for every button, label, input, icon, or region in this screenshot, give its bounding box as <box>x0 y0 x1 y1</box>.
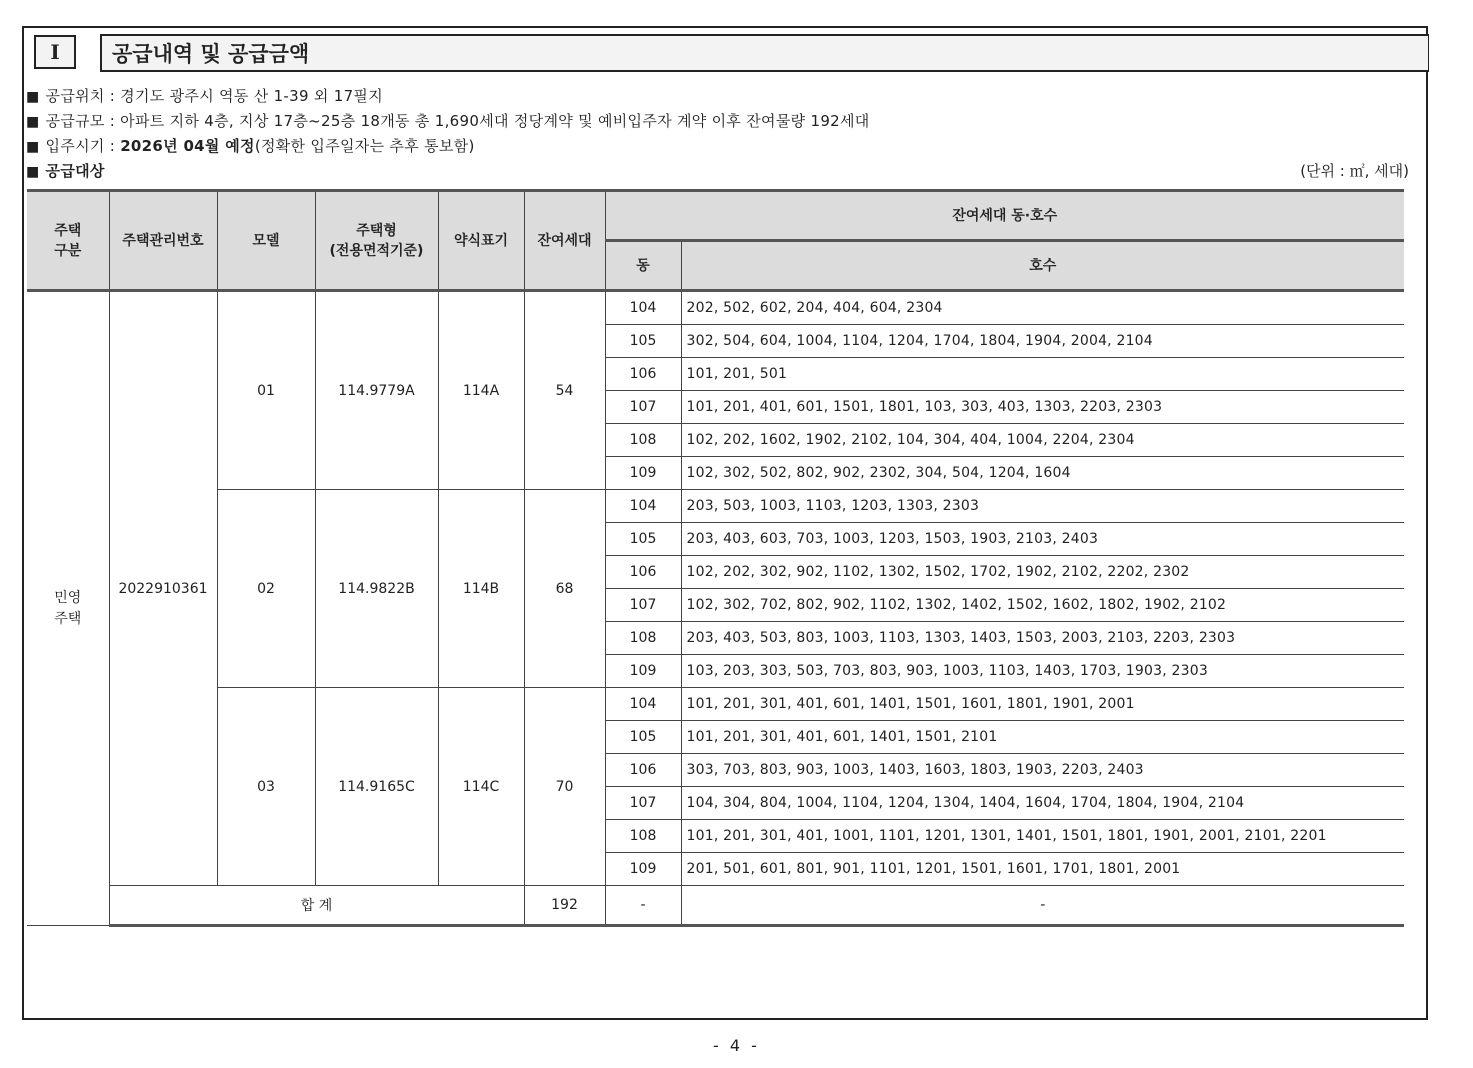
header-type: 주택 구분 <box>27 191 109 291</box>
housing-category-line2: 주택 <box>54 610 82 627</box>
abbr-cell: 114A <box>438 291 524 490</box>
dong-cell: 108 <box>605 424 681 457</box>
model-cell: 01 <box>217 291 315 490</box>
section-title <box>100 34 1429 72</box>
total-remaining: 192 <box>524 886 605 926</box>
supply-table <box>27 189 1404 927</box>
header-units-group: 잔여세대 동·호수 <box>605 191 1404 241</box>
dong-cell: 109 <box>605 853 681 886</box>
hosu-cell: 303, 703, 803, 903, 1003, 1403, 1603, 1803, 1903, 2203, 2403 <box>681 754 1404 787</box>
header-mgmt-no: 주택관리번호 <box>109 191 217 291</box>
abbr-cell: 114B <box>438 490 524 688</box>
total-hosu: - <box>681 886 1404 926</box>
table-row <box>27 688 1404 721</box>
hosu-cell: 101, 201, 501 <box>681 358 1404 391</box>
dong-cell: 106 <box>605 754 681 787</box>
dong-cell: 108 <box>605 820 681 853</box>
info-target <box>26 161 105 182</box>
dong-cell: 104 <box>605 490 681 523</box>
table-row <box>27 291 1404 325</box>
model-cell: 03 <box>217 688 315 886</box>
hosu-cell: 203, 403, 503, 803, 1003, 1103, 1303, 1403, 1503, 2003, 2103, 2203, 2303 <box>681 622 1404 655</box>
total-label: 합 계 <box>109 886 524 926</box>
total-dong: - <box>605 886 681 926</box>
dong-cell: 107 <box>605 391 681 424</box>
header-abbr: 약식표기 <box>438 191 524 291</box>
hosu-cell: 101, 201, 301, 401, 601, 1401, 1501, 2101 <box>681 721 1404 754</box>
hosu-cell: 203, 503, 1003, 1103, 1203, 1303, 2303 <box>681 490 1404 523</box>
section-title-text: 공급내역 및 공급금액 <box>112 42 310 66</box>
header-remaining: 잔여세대 <box>524 191 605 291</box>
remaining-cell: 68 <box>524 490 605 688</box>
housing-category-line1: 민영 <box>54 589 82 606</box>
housing-type-cell: 114.9822B <box>315 490 438 688</box>
move-in-date: 2026년 04월 예정 <box>120 137 255 155</box>
housing-type-cell: 114.9165C <box>315 688 438 886</box>
hosu-cell: 202, 502, 602, 204, 404, 604, 2304 <box>681 291 1404 325</box>
info-move-in <box>26 136 475 157</box>
dong-cell: 105 <box>605 523 681 556</box>
mgmt-number-cell: 2022910361 <box>109 291 217 886</box>
dong-cell: 107 <box>605 589 681 622</box>
target-heading: 공급대상 <box>45 162 105 180</box>
header-hosu: 호수 <box>681 241 1404 291</box>
remaining-cell: 70 <box>524 688 605 886</box>
bullet-icon: ■ <box>26 139 40 155</box>
remaining-cell: 54 <box>524 291 605 490</box>
bullet-icon: ■ <box>26 89 40 105</box>
hosu-cell: 101, 201, 301, 401, 1001, 1101, 1201, 1301, 1401, 1501, 1801, 1901, 2001, 2101, 2201 <box>681 820 1404 853</box>
dong-cell: 105 <box>605 721 681 754</box>
dong-cell: 109 <box>605 457 681 490</box>
dong-cell: 105 <box>605 325 681 358</box>
table-row <box>27 490 1404 523</box>
hosu-cell: 101, 201, 401, 601, 1501, 1801, 103, 303, 403, 1303, 2203, 2303 <box>681 391 1404 424</box>
hosu-cell: 302, 504, 604, 1004, 1104, 1204, 1704, 1804, 1904, 2004, 2104 <box>681 325 1404 358</box>
dong-cell: 106 <box>605 556 681 589</box>
dong-cell: 108 <box>605 622 681 655</box>
dong-cell: 104 <box>605 291 681 325</box>
hosu-cell: 102, 302, 702, 802, 902, 1102, 1302, 1402, 1502, 1602, 1802, 1902, 2102 <box>681 589 1404 622</box>
total-row <box>27 886 1404 926</box>
info-location <box>26 86 383 107</box>
header-dong: 동 <box>605 241 681 291</box>
bullet-icon: ■ <box>26 164 40 180</box>
hosu-cell: 102, 302, 502, 802, 902, 2302, 304, 504, 1204, 1604 <box>681 457 1404 490</box>
hosu-cell: 203, 403, 603, 703, 1003, 1203, 1503, 1903, 2103, 2403 <box>681 523 1404 556</box>
hosu-cell: 201, 501, 601, 801, 901, 1101, 1201, 1501, 1601, 1701, 1801, 2001 <box>681 853 1404 886</box>
hosu-cell: 104, 304, 804, 1004, 1104, 1204, 1304, 1404, 1604, 1704, 1804, 1904, 2104 <box>681 787 1404 820</box>
housing-category <box>27 291 109 926</box>
hosu-cell: 101, 201, 301, 401, 601, 1401, 1501, 1601, 1801, 1901, 2001 <box>681 688 1404 721</box>
hosu-cell: 102, 202, 1602, 1902, 2102, 104, 304, 404, 1004, 2204, 2304 <box>681 424 1404 457</box>
dong-cell: 107 <box>605 787 681 820</box>
unit-note: (단위 : ㎡, 세대) <box>1300 162 1409 180</box>
hosu-cell: 102, 202, 302, 902, 1102, 1302, 1502, 1702, 1902, 2102, 2202, 2302 <box>681 556 1404 589</box>
dong-cell: 104 <box>605 688 681 721</box>
hosu-cell: 103, 203, 303, 503, 703, 803, 903, 1003, 1103, 1403, 1703, 1903, 2303 <box>681 655 1404 688</box>
info-scale <box>26 111 870 132</box>
move-in-note: (정확한 입주일자는 추후 통보함) <box>254 137 475 155</box>
scale-text: 공급규모 : 아파트 지하 4층, 지상 17층~25층 18개동 총 1,690세대 정당계약 및 예비입주자 계약 이후 잔여물량 192세대 <box>45 112 870 130</box>
bullet-icon: ■ <box>26 114 40 130</box>
move-in-prefix: 입주시기 : <box>45 137 121 155</box>
dong-cell: 109 <box>605 655 681 688</box>
section-number: I <box>34 35 76 69</box>
housing-type-cell: 114.9779A <box>315 291 438 490</box>
location-text: 공급위치 : 경기도 광주시 역동 산 1-39 외 17필지 <box>45 87 384 105</box>
model-cell: 02 <box>217 490 315 688</box>
header-housing-type: 주택형 (전용면적기준) <box>315 191 438 291</box>
page-number: - 4 - <box>713 1036 760 1055</box>
dong-cell: 106 <box>605 358 681 391</box>
header-model: 모델 <box>217 191 315 291</box>
abbr-cell: 114C <box>438 688 524 886</box>
